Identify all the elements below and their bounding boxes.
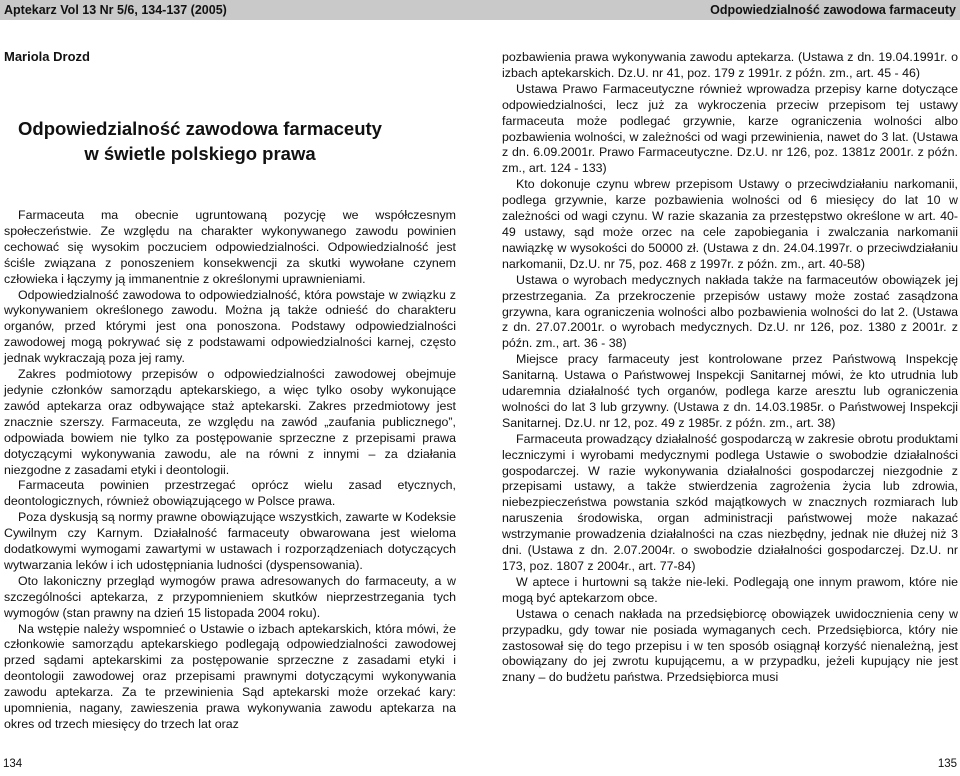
author-name: Mariola Drozd — [4, 49, 90, 64]
paragraph: Farmaceuta prowadzący działalność gospodarczą w zakresie obrotu produktami leczniczymi i wyrobami medycznymi podlega Ustawie o swobodzie działalności gospodarczej. W razie wykonywania działalności gospodarczej niezgodnie z przepisami ustawy, a także stwierdzenia zagrożenia życia lub zdrowia, niebezpieczeństwa powstania szkód majątkowych w znacznych rozmiarach lub naruszenia środowiska, organ administracji państwowej może nakazać wstrzymanie prowadzenia działalności na czas niezbędny, jednak nie dłużej niż 3 dni. (Ustawa z dn. 2.07.2004r. o swobodzie działalności gospodarczej. Dz.U. nr 173, poz. 1807 z 2004r., art. 77-84) — [502, 431, 958, 573]
paragraph: pozbawienia prawa wykonywania zawodu aptekarza. (Ustawa z dn. 19.04.1991r. o izbach aptekarskich. Dz.U. nr 41, poz. 179 z 1991r. z późn. zm., art. 45 - 46) — [502, 50, 958, 80]
journal-header: Aptekarz Vol 13 Nr 5/6, 134-137 (2005) — [0, 0, 480, 20]
section-header: Odpowiedzialność zawodowa farmaceuty — [480, 0, 960, 20]
left-column — [4, 208, 456, 733]
page-number-left: 134 — [3, 758, 23, 770]
paragraph: Poza dyskusją są normy prawne obowiązujące wszystkich, zawarte w Kodeksie Cywilnym czy Karnym. Działalność farmaceuty obwarowana jest wieloma dodatkowymi wymogami zawartymi w ustawach i rozporządzeniach dotyczących wytwarzania leków i ich udostępniania ludności (dyspensowania). — [4, 510, 456, 572]
page-number-right: 135 — [937, 758, 957, 770]
paragraph: Ustawa o wyrobach medycznych nakłada także na farmaceutów obowiązek jej przestrzegania. Za przekroczenie przepisów ustawy może zostać zasądzona grzywna, kara ograniczenia wolności albo pozbawienia wolności do lat 2. (Ustawa z dn. 27.07.2001r. o wyrobach medycznych. Dz.U. nr 126, poz. 1380 z 2001r. z późn. zm., art. 36 - 38) — [502, 272, 958, 351]
title-line-2: w świetle polskiego prawa — [84, 143, 316, 164]
paragraph: Farmaceuta powinien przestrzegać oprócz wielu zasad etycznych, deontologicznych, również obowiązującego w Polsce prawa. — [4, 478, 456, 509]
paragraph: W aptece i hurtowni są także nie-leki. Podlegają one innym prawom, które nie mogą być aptekarzom obce. — [502, 574, 958, 605]
paragraph: Kto dokonuje czynu wbrew przepisom Ustawy o przeciwdziałaniu narkomanii, podlega grzywnie, karze pozbawienia wolności od 6 miesięcy do lat 10 w zależności od wagi czynu. W razie skazania za przestępstwo określone w art. 40-49 ustawy, sąd może orzec na cele zapobiegania i zwalczania narkomanii nawiązkę w wysokości do 50000 zł. (Ustawa z dn. 24.04.1997r. o przeciwdziałaniu narkomanii, Dz.U. nr 75, poz. 468 z 1997r. z późn. zm., art. 40-58) — [502, 177, 958, 271]
paragraph: Na wstępie należy wspomnieć o Ustawie o izbach aptekarskich, która mówi, że członkowie samorządu aptekarskiego podlegają odpowiedzialności zawodowej przed sądami aptekarskimi za postępowanie sprzeczne z zasadami etyki i deontologii zawodowej oraz przepisami prawnymi dotyczącymi wykonywania zawodu aptekarza. Za te przewinienia Sąd aptekarski może orzekać kary: upomnienia, nagany, zawieszenia prawa wykonywania zawodu aptekarza na okres od trzech miesięcy do trzech lat oraz — [4, 621, 456, 731]
paragraph: Ustawa o cenach nakłada na przedsiębiorcę obowiązek uwidocznienia ceny w przypadku, gdy towar nie posiada wymaganych cech. Przedsiębiorca, który nie zastosował się do tego przepisu i w ten sposób osiągnął korzyść nienależną, jest obowiązany do jej zwrotu kupującemu, a w przypadku, jeżeli kupujący nie jest znany – do budżetu państwa. Przedsiębiorca musi — [502, 606, 958, 685]
paragraph: Farmaceuta ma obecnie ugruntowaną pozycję we współczesnym społeczeństwie. Ze względu na charakter wykonywanego zawodu powinien cechować się wysokim poczuciem odpowiedzialności. Odpowiedzialność jest ściśle związana z ponoszeniem konsekwencji za skutki wywołane czynem człowieka i łączymy ją immanentnie z określonymi uprawnieniami. — [4, 208, 456, 286]
paragraph: Zakres podmiotowy przepisów o odpowiedzialności zawodowej obejmuje jedynie członków samorządu aptekarskiego, a więc tylko osoby wykonujące zawód aptekarza oraz odbywające staż aptekarski. Zakres przedmiotowy jest znacznie szerszy. Farmaceuta, ze względu na zawód „zaufania publicznego”, odpowiada bowiem nie tylko za postępowanie sprzeczne z przepisami prawa dotyczącymi wykonywania zawodu, ale na równi z innymi – za działania niezgodne z zasadami etyki i deontologii. — [4, 367, 456, 477]
paragraph: Odpowiedzialność zawodowa to odpowiedzialność, która powstaje w związku z wykonywaniem określonego zawodu. Można ją także odnieść do charakteru organów, przed którymi jest ona ponoszona. Podstawy odpowiedzialności zawodowej mogą pokrywać się z podstawami odpowiedzialności karnej, często jednak wykraczają poza jej ramy. — [4, 287, 456, 366]
title-line-1: Odpowiedzialność zawodowa farmaceuty — [18, 118, 382, 139]
paragraph: Ustawa Prawo Farmaceutyczne również wprowadza przepisy karne dotyczące odpowiedzialności, lecz już za wykroczenia przeciw przepisom tej ustawy farmaceuta może podlegać grzywnie, karze ograniczenia wolności albo pozbawienia wolności, w zależności od wagi przewinienia, nawet do 3 lat. (Ustawa z dn. 6.09.2001r. Prawo Farmaceutyczne. Dz.U. nr 126, poz. 1381z 2001r. z późn. zm., art. 124 - 133) — [502, 81, 958, 176]
paragraph: Oto lakoniczny przegląd wymogów prawa adresowanych do farmaceuty, a w szczególności aptekarza, z przypomnieniem skutków nieprzestrzegania tych wymogów (stan prawny na dzień 15 listopada 2004 roku). — [4, 573, 456, 620]
right-column — [502, 50, 958, 686]
article-title — [0, 116, 400, 166]
paragraph: Miejsce pracy farmaceuty jest kontrolowane przez Państwową Inspekcję Sanitarną. Ustawa o Państwowej Inspekcji Sanitarnej mówi, że kto utrudnia lub udaremnia działalność tych organów, podlega karze aresztu lub ograniczenia wolności do lat 3 lub grzywny. (Ustawa z dn. 14.03.1985r. o Państwowej Inspekcji Sanitarnej. Dz.U. nr 12, poz. 49 z 1985r. z późn. zm., art. 38) — [502, 352, 958, 430]
